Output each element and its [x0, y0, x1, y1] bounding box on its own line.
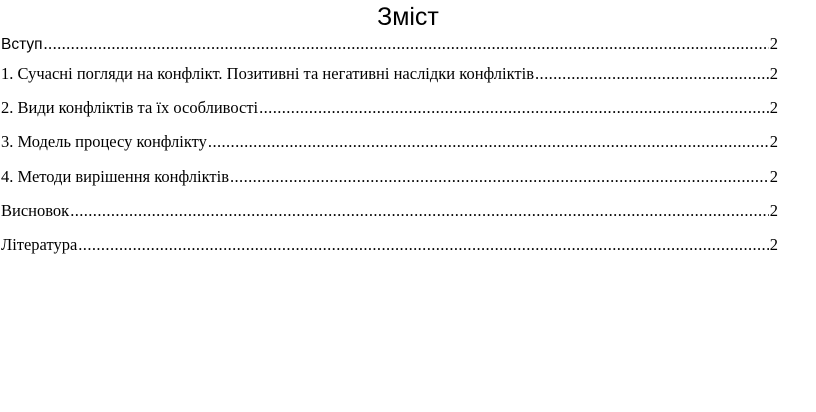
toc-leader-dots — [259, 98, 769, 118]
toc-entry-conclusion — [1, 201, 778, 235]
toc-leader-dots — [208, 132, 769, 152]
toc-entry-label: 3. Модель процесу конфлікту — [1, 132, 207, 152]
toc-leader-dots — [78, 235, 768, 255]
toc-leader-dots — [230, 167, 769, 187]
document-title: Зміст — [377, 3, 439, 31]
toc-entry-4 — [1, 167, 778, 201]
toc-entry-page: 2 — [769, 234, 778, 254]
toc-entry-label: Вступ — [1, 36, 43, 53]
table-of-contents — [1, 34, 778, 269]
toc-entry-label: 2. Види конфліктів та їх особливості — [1, 98, 259, 118]
toc-entry-page: 2 — [769, 34, 778, 53]
toc-leader-dots — [535, 64, 769, 84]
toc-entry-page: 2 — [769, 166, 778, 186]
toc-entry-2 — [1, 98, 778, 132]
toc-entry-1 — [1, 64, 778, 98]
toc-entry-page: 2 — [769, 200, 778, 220]
toc-entry-label: Висновок — [1, 200, 70, 220]
toc-leader-dots — [70, 201, 769, 221]
toc-entry-page: 2 — [769, 64, 778, 83]
toc-entry-page: 2 — [769, 98, 778, 118]
toc-entry-label: Література — [1, 234, 78, 254]
toc-entry-references — [1, 235, 778, 269]
toc-leader-dots — [44, 34, 769, 54]
toc-entry-label: 4. Методи вирішення конфліктів — [1, 166, 229, 186]
toc-entry-intro — [1, 34, 778, 64]
toc-entry-3 — [1, 132, 778, 166]
toc-entry-label: 1. Сучасні погляди на конфлікт. Позитивні та негативні наслідки конфліктів — [1, 64, 535, 83]
toc-entry-page: 2 — [769, 132, 778, 152]
